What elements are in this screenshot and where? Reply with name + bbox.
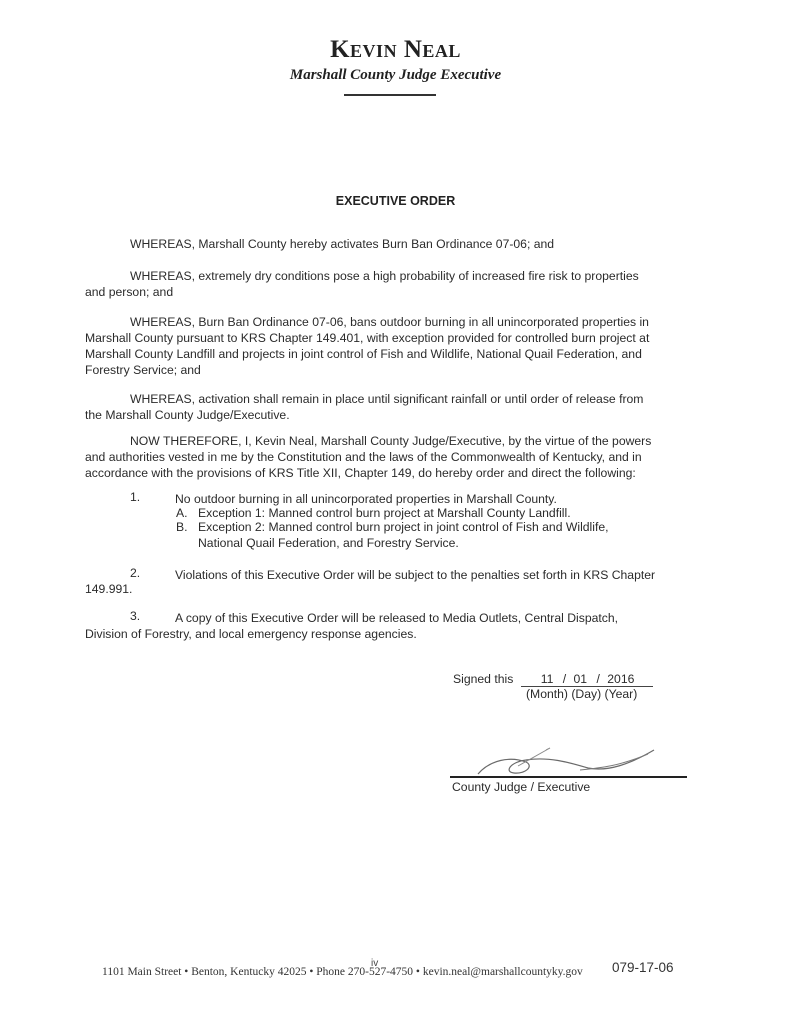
signature-line — [450, 776, 687, 778]
date-year: 2016 — [607, 672, 635, 686]
date-format-hint: (Month) (Day) (Year) — [526, 687, 638, 701]
order-item-1-text: No outdoor burning in all unincorporated properties in Marshall County. — [175, 492, 557, 506]
p4-line-1: WHEREAS, activation shall remain in place until significant rainfall or until order of release from — [130, 392, 644, 406]
signed-date-row — [453, 672, 653, 687]
signer-title: County Judge / Executive — [452, 780, 591, 794]
p2-line-1: WHEREAS, extremely dry conditions pose a high probability of increased fire risk to properties — [130, 269, 639, 283]
p4-line-2: the Marshall County Judge/Executive. — [85, 408, 290, 422]
p5-line-1: NOW THEREFORE, I, Kevin Neal, Marshall County Judge/Executive, by the virtue of the powers — [130, 434, 652, 448]
exception-b-text-line-1: Exception 2: Manned control burn project in joint control of Fish and Wildlife, — [198, 520, 609, 534]
date-sep-2: / — [596, 672, 600, 686]
order-item-2-line-1: Violations of this Executive Order will be subject to the penalties set forth in KRS Chapter — [175, 568, 656, 582]
date-month: 11 — [540, 672, 554, 686]
document-number: 079-17-06 — [612, 960, 674, 975]
p5-line-2: and authorities vested in me by the Constitution and the laws of the Commonwealth of Kentucky, and in — [85, 450, 642, 464]
p3-line-3: Marshall County Landfill and projects in joint control of Fish and Wildlife, National Quail Federation, and — [85, 347, 642, 361]
exception-b-label: B. — [176, 520, 188, 534]
letterhead-name: Kevin Neal — [330, 36, 461, 63]
order-item-1-number: 1. — [130, 490, 141, 504]
exception-a-text: Exception 1: Manned control burn project at Marshall County Landfill. — [198, 506, 571, 520]
letterhead-title: Marshall County Judge Executive — [289, 67, 502, 83]
p2-line-2: and person; and — [85, 285, 174, 299]
exception-a-label: A. — [176, 506, 188, 520]
order-item-2-line-2: 149.991. — [85, 582, 133, 596]
date-sep-1: / — [562, 672, 567, 686]
date-value — [521, 672, 653, 687]
whereas-paragraph-4 — [85, 391, 685, 423]
footer-address: 1101 Main Street • Benton, Kentucky 42025 • Phone 270-527-4750 • kevin.neal@marshallcountyky.gov — [102, 966, 583, 978]
exception-b-text-line-2: National Quail Federation, and Forestry Service. — [198, 536, 459, 550]
p1-text: WHEREAS, Marshall County hereby activates Burn Ban Ordinance 07-06; and — [130, 237, 555, 251]
date-day: 01 — [573, 672, 588, 686]
now-therefore-paragraph — [85, 433, 685, 481]
letterhead-divider — [344, 94, 436, 96]
whereas-paragraph-3 — [85, 314, 685, 378]
signed-label: Signed this — [453, 672, 514, 686]
document-heading: EXECUTIVE ORDER — [335, 194, 456, 208]
order-item-2-number: 2. — [130, 566, 141, 580]
p3-line-4: Forestry Service; and — [85, 363, 201, 377]
p3-line-2: Marshall County pursuant to KRS Chapter 149.401, with exception provided for controlled burn project at — [85, 331, 650, 345]
order-item-3-line-1: A copy of this Executive Order will be released to Media Outlets, Central Dispatch, — [175, 611, 619, 625]
whereas-paragraph-2 — [85, 268, 685, 300]
p5-line-3: accordance with the provisions of KRS Title XII, Chapter 149, do hereby order and direct the following: — [85, 466, 636, 480]
page-marker: iv — [371, 958, 379, 969]
whereas-paragraph-1 — [85, 236, 685, 252]
order-item-3-number: 3. — [130, 609, 141, 623]
p3-line-1: WHEREAS, Burn Ban Ordinance 07-06, bans outdoor burning in all unincorporated properties in — [130, 315, 649, 329]
order-item-3-line-2: Division of Forestry, and local emergency response agencies. — [85, 627, 417, 641]
